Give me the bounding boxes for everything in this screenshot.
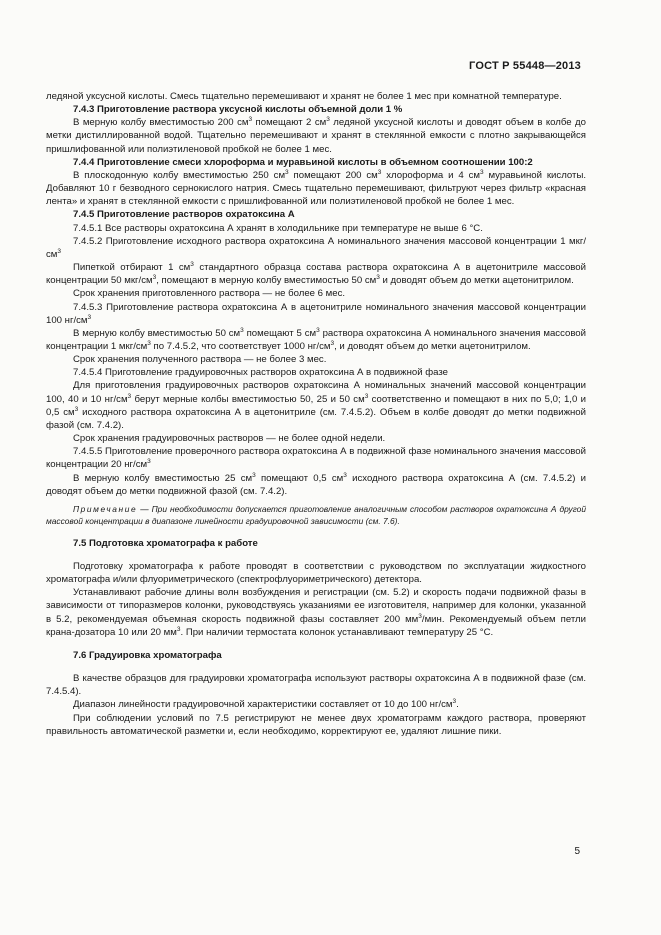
- paragraph: В плоскодонную колбу вместимостью 250 $см^3$ помещают 200 $см^3$ хлороформа и 4 $см^3$ муравьиной кислоты. Добавляют 10 г безводного сернокислого натрия. Смесь тщательно перемешивают, фильтруют через фильтр «красная лента» и хранят в стеклянной емкости с пришлифованной или полиэтиленовой пробкой не более 1 мес.: [46, 168, 587, 208]
- paragraph: Для приготовления градуировочных растворов охратоксина А номинальных значений массовой концентрации 100, 40 и 10 $нг/см^3$ берут мерные колбы вместимостью 50, 25 и 50 $см^3$ соответственно и помещают в них по 5,0; 1,0 и 0,5 $см^3$ исходного раствора охратоксина А в ацетонитриле (см. 7.4.5.2). Объем в колбе доводят до метки подвижной фазой (см. 7.4.2).: [46, 380, 587, 431]
- paragraph: Диапазон линейности градуировочной характеристики составляет от 10 до 100 $нг/см^3$.: [73, 698, 459, 711]
- paragraph: Срок хранения приготовленного раствора — не более 6 мес.: [73, 288, 346, 300]
- paragraph: ледяной уксусной кислоты. Смесь тщательно перемешивают и хранят не более 1 мес при комнатной температуре.: [46, 91, 562, 102]
- document-body: [46, 90, 586, 738]
- paragraph: В мерную колбу вместимостью 25 $см^3$ помещают 0,5 $см^3$ исходного раствора охратоксина А (см. 7.4.5.2) и доводят объем до метки подвижной фазой (см. 7.4.2).: [46, 471, 587, 497]
- paragraph: В мерную колбу вместимостью 200 $см^3$ помещают 2 $см^3$ ледяной уксусной кислоты и доводят объем в колбе до метки дистиллированной водой. Тщательно перемешивают и хранят в стеклянной емкости с плотно закрывающейся пришлифованной или полиэтиленовой пробкой не более 1 мес.: [46, 116, 586, 155]
- paragraph: В качестве образцов для градуировки хроматографа используют растворы охратоксина А в подвижной фазе (см. 7.4.5.4).: [46, 673, 586, 698]
- paragraph: При соблюдении условий по 7.5 регистрируют не менее двух хроматограмм каждого раствора, проверяют правильность автоматической разметки и, если необходимо, корректируют ее, удаляют лишние пики.: [46, 712, 586, 737]
- section-heading-7-5: 7.5 Подготовка хроматографа к работе: [73, 537, 258, 549]
- standard-header: ГОСТ Р 55448—2013: [469, 60, 581, 72]
- note: Примечание — При необходимости допускается приготовление аналогичным способом растворов охратоксина А другой массовой концентрации в диапазоне линейности градуировочной зависимости (см. 7.6).: [46, 503, 586, 526]
- section-heading-7-4-4: 7.4.4 Приготовление смеси хлороформа и муравьиной кислоты в объемном соотношении 100:2: [73, 156, 533, 168]
- paragraph: 7.4.5.5 Приготовление проверочного раствора охратоксина А в подвижной фазе номинального значения массовой концентрации 20 $нг/см^3$: [46, 446, 586, 471]
- paragraph: 7.4.5.2 Приготовление исходного раствора охратоксина А номинального значения массовой концентрации 1 мкг/$см^3$: [46, 235, 586, 260]
- paragraph: Подготовку хроматографа к работе проводят в соответствии с руководством по эксплуатации жидкостного хроматографа и/или флуориметрического (спектрофлуориметрического) детектора.: [46, 561, 586, 586]
- paragraph: 7.4.5.3 Приготовление раствора охратоксина А в ацетонитриле номинального значения массовой концентрации 100 $нг/см^3$: [46, 301, 586, 326]
- paragraph: Срок хранения градуировочных растворов — не более одной недели.: [73, 433, 386, 445]
- section-heading-7-4-3: 7.4.3 Приготовление раствора уксусной кислоты объемной доли 1 %: [73, 104, 403, 116]
- paragraph: Срок хранения полученного раствора — не более 3 мес.: [73, 354, 327, 366]
- paragraph: Пипеткой отбирают 1 $см^3$ стандартного образца состава раствора охратоксина А в ацетонитриле массовой концентрации 50 мкг/$см^3$, помещают в мерную колбу вместимостью 50 $см^3$ и доводят объем до метки ацетонитрилом.: [46, 261, 586, 287]
- paragraph: Устанавливают рабочие длины волн возбуждения и регистрации (см. 5.2) и скорость подачи подвижной фазы в зависимости от типоразмеров колонки, руководствуясь указаниями ее изготовителя, например для колонки, указанной в 5.2, рекомендуемая объемная скорость подвижной фазы составляет 200 $мм^3$/мин. Рекомендуемый объем петли крана-дозатора 10 или 20 $мм^3$. При наличии термостата колонок устанавливают температуру 25 °С.: [46, 587, 586, 638]
- section-heading-7-6: 7.6 Градуировка хроматографа: [73, 649, 222, 661]
- paragraph: В мерную колбу вместимостью 50 $см^3$ помещают 5 $см^3$ раствора охратоксина А номинального значения массовой концентрации 1 мкг/$см^3$ по 7.4.5.2, что соответствует 1000 $нг/см^3$, и доводят объем до метки ацетонитрилом.: [46, 326, 586, 352]
- paragraph: 7.4.5.1 Все растворы охратоксина А хранят в холодильнике при температуре не выше 6 °С.: [73, 222, 483, 234]
- paragraph: 7.4.5.4 Приготовление градуировочных растворов охратоксина А в подвижной фазе: [73, 367, 448, 379]
- note-label: Примечание: [73, 503, 138, 514]
- section-heading-7-4-5: 7.4.5 Приготовление растворов охратоксина А: [73, 209, 295, 221]
- page-number: 5: [574, 846, 580, 857]
